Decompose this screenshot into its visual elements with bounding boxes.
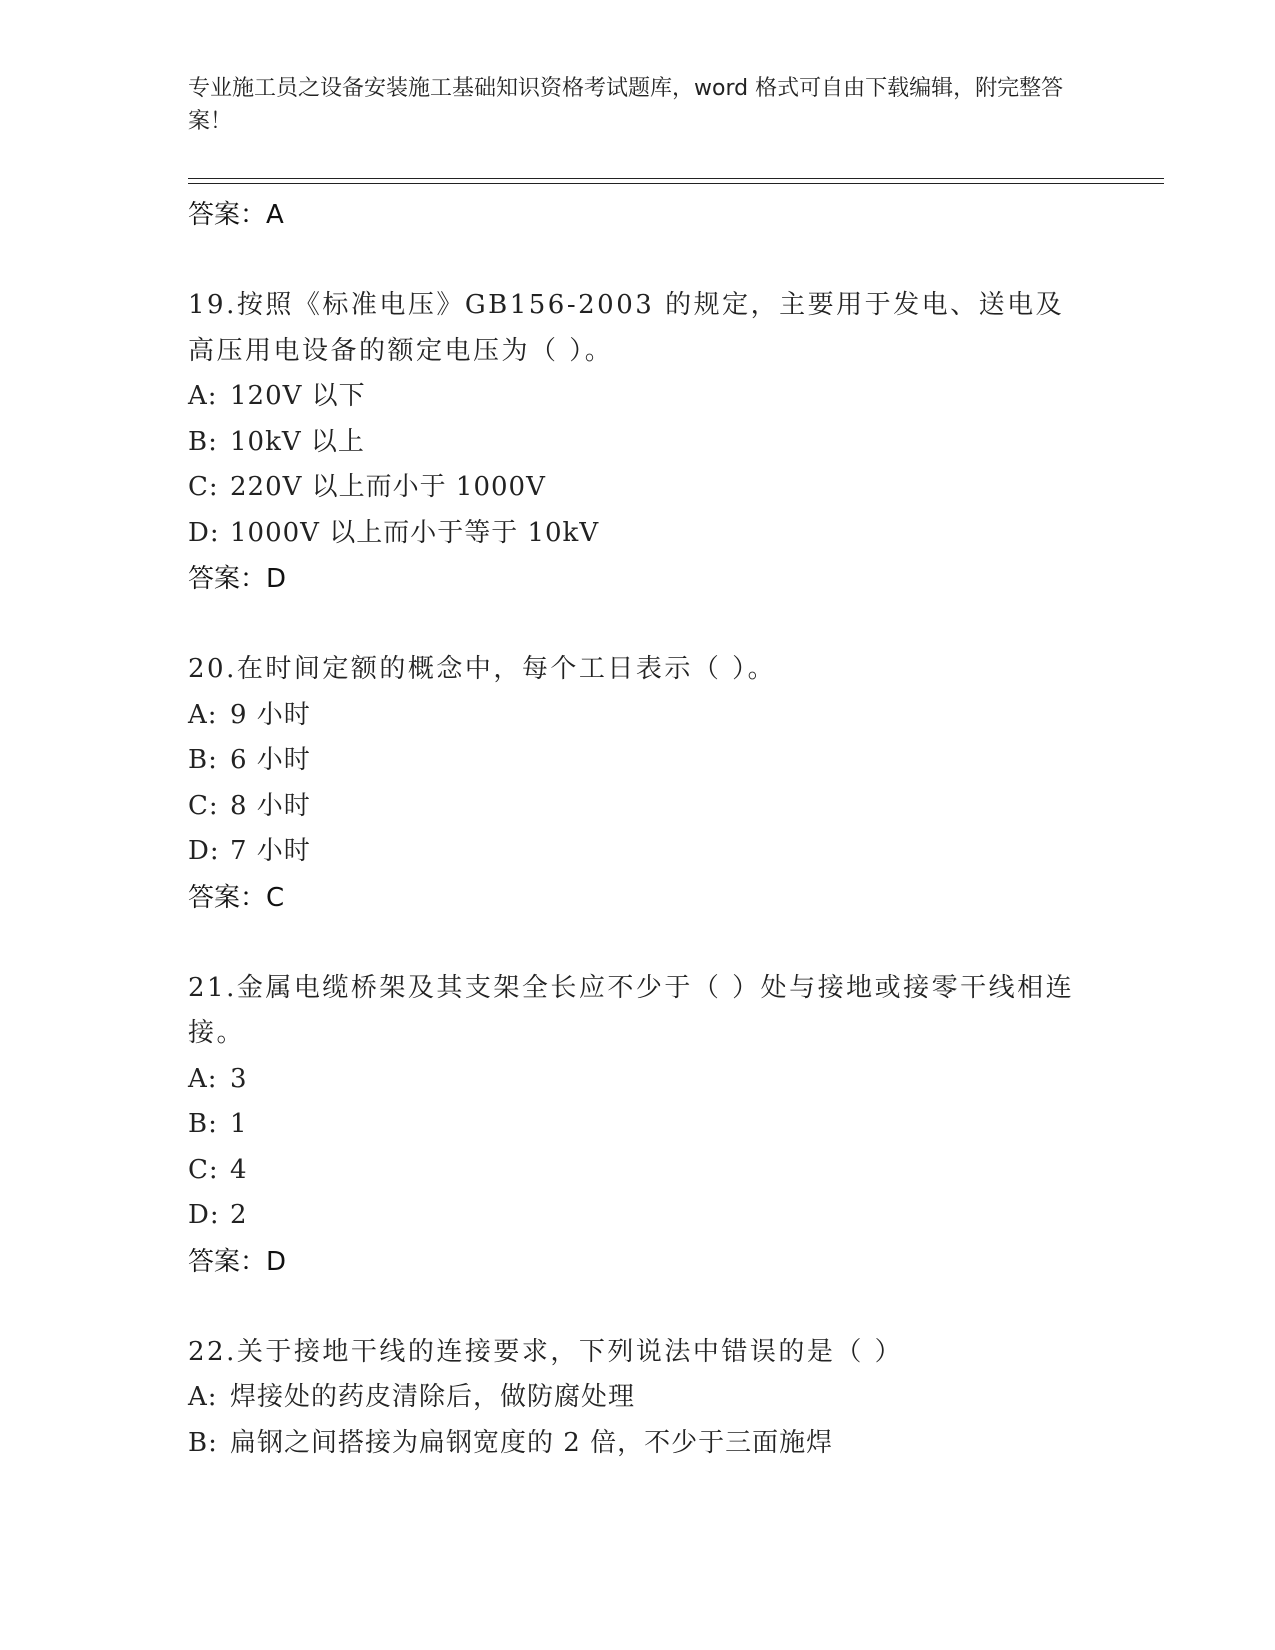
option-a <box>188 1375 1088 1421</box>
answer-line: 答案：D <box>188 1246 287 1277</box>
option-d <box>188 511 1088 557</box>
question-block <box>188 966 1088 1285</box>
option-a <box>188 374 1088 420</box>
answer-line: 答案：A <box>188 200 284 230</box>
question-block <box>188 1330 1088 1467</box>
option-letter: C: <box>188 472 219 502</box>
option-text: 1000V 以上而小于等于 10kV <box>230 517 600 548</box>
option-c <box>188 784 1088 830</box>
option-b <box>188 1102 1088 1148</box>
option-letter: D: <box>188 836 220 866</box>
spacer <box>188 238 1088 283</box>
question-block <box>188 647 1088 921</box>
answer-line: 答案：D <box>188 564 287 594</box>
question-text: 20.在时间定额的概念中，每个工日表示（ ）。 <box>188 654 777 684</box>
option-letter: B: <box>188 745 218 775</box>
option-letter: C: <box>188 790 219 821</box>
option-a <box>188 1057 1088 1103</box>
option-text: 8 小时 <box>230 790 311 821</box>
option-letter: B: <box>188 1109 218 1139</box>
option-text: 3 <box>230 1063 248 1094</box>
option-c <box>188 465 1088 511</box>
spacer <box>188 602 1088 647</box>
question-content <box>188 192 1088 1466</box>
option-text: 120V 以下 <box>230 381 366 411</box>
option-text: 焊接处的药皮清除后，做防腐处理 <box>230 1382 636 1412</box>
question-text: 19.按照《标准电压》GB156-2003 的规定，主要用于发电、送电及高压用电设备的额定电压为（ ）。 <box>188 290 1065 366</box>
option-text: 扁钢之间搭接为扁钢宽度的 2 倍，不少于三面施焊 <box>230 1427 834 1458</box>
option-c <box>188 1148 1088 1194</box>
option-text: 220V 以上而小于 1000V <box>230 472 546 502</box>
option-d <box>188 1193 1088 1239</box>
option-letter: A: <box>188 699 218 730</box>
option-letter: A: <box>188 381 218 411</box>
option-a <box>188 693 1088 739</box>
option-letter: A: <box>188 1382 218 1412</box>
option-letter: D: <box>188 1200 220 1230</box>
question-text: 21.金属电缆桥架及其支架全长应不少于（ ）处与接地或接零干线相连接。 <box>188 972 1075 1048</box>
option-letter: D: <box>188 517 220 548</box>
option-text: 1 <box>230 1109 248 1139</box>
option-text: 4 <box>230 1154 248 1185</box>
option-d <box>188 829 1088 875</box>
option-text: 2 <box>230 1200 248 1230</box>
header-divider <box>188 178 1164 184</box>
option-b <box>188 1421 1088 1467</box>
option-letter: A: <box>188 1063 218 1094</box>
option-text: 7 小时 <box>230 836 311 866</box>
option-text: 9 小时 <box>230 699 311 730</box>
option-letter: B: <box>188 426 218 457</box>
option-text: 6 小时 <box>230 745 311 775</box>
spacer <box>188 1285 1088 1330</box>
spacer <box>188 921 1088 966</box>
option-b <box>188 420 1088 466</box>
document-header: 专业施工员之设备安装施工基础知识资格考试题库，word 格式可自由下载编辑，附完整答案！ <box>188 76 1064 134</box>
option-letter: B: <box>188 1427 218 1458</box>
question-block <box>188 283 1088 602</box>
question-text: 22.关于接地干线的连接要求，下列说法中错误的是（ ） <box>188 1336 904 1367</box>
option-b <box>188 738 1088 784</box>
option-letter: C: <box>188 1154 219 1185</box>
option-text: 10kV 以上 <box>230 426 365 457</box>
answer-line: 答案：C <box>188 882 285 913</box>
